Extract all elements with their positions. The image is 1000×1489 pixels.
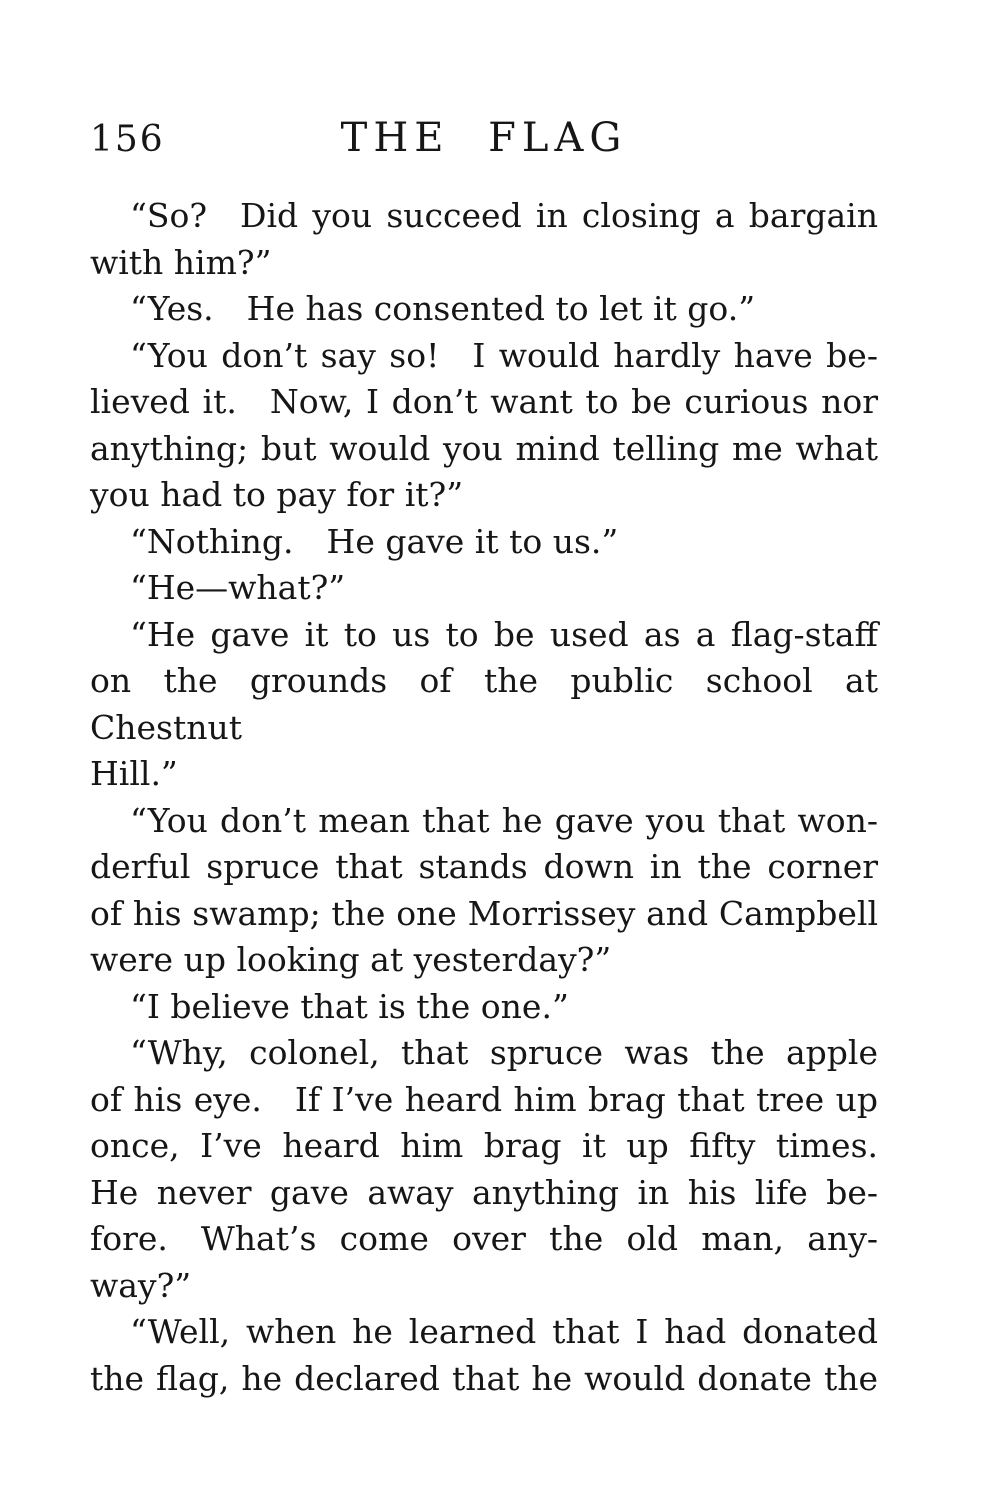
text-line: “So? Did you succeed in closing a bargain xyxy=(130,196,878,235)
text-line: “Yes. He has consented to let it go.” xyxy=(130,289,756,328)
text-line: anything; but would you mind telling me what xyxy=(90,428,878,468)
text-line: the flag, he declared that he would donate the xyxy=(90,1358,878,1398)
text-line: “You don’t say so! I would hardly have be- xyxy=(130,335,878,375)
paragraph xyxy=(90,612,878,798)
paragraph xyxy=(90,286,878,333)
paragraph xyxy=(90,1309,878,1402)
text-line: “He gave it to us to be used as a flag-staff xyxy=(130,614,878,654)
text-line: “You don’t mean that he gave you that won- xyxy=(130,800,878,840)
text-line: “Well, when he learned that I had donated xyxy=(130,1312,878,1351)
text-line: derful spruce that stands down in the corner xyxy=(90,847,878,886)
paragraph xyxy=(90,1030,878,1309)
text-line: of his eye. If I’ve heard him brag that tree up xyxy=(90,1079,878,1119)
text-line: on the grounds of the public school at Chestnut xyxy=(90,661,878,747)
paragraph xyxy=(90,984,878,1031)
text-line: “He—what?” xyxy=(130,568,346,607)
page-body xyxy=(90,193,878,1402)
paragraph xyxy=(90,333,878,519)
text-line: once, I’ve heard him brag it up fifty times. xyxy=(90,1126,878,1165)
paragraph xyxy=(90,193,878,286)
text-line: “Nothing. He gave it to us.” xyxy=(130,521,619,561)
text-line: Hill.” xyxy=(90,754,178,793)
page-header xyxy=(90,115,878,162)
text-line: were up looking at yesterday?” xyxy=(90,940,612,979)
paragraph xyxy=(90,519,878,566)
text-line: way?” xyxy=(90,1265,192,1305)
text-line: with him?” xyxy=(90,242,272,282)
text-line: you had to pay for it?” xyxy=(90,475,464,514)
page-title: THE FLAG xyxy=(340,115,628,161)
text-line: fore. What’s come over the old man, any- xyxy=(90,1219,878,1258)
text-line: of his swamp; the one Morrissey and Campbell xyxy=(90,893,878,933)
paragraph xyxy=(90,798,878,984)
text-line: “Why, colonel, that spruce was the apple xyxy=(130,1033,878,1072)
paragraph xyxy=(90,565,878,612)
text-line: He never gave away anything in his life be- xyxy=(90,1172,878,1212)
page-number: 156 xyxy=(90,119,165,160)
text-line: lieved it. Now, I don’t want to be curious nor xyxy=(90,382,878,421)
text-line: “I believe that is the one.” xyxy=(130,986,569,1026)
